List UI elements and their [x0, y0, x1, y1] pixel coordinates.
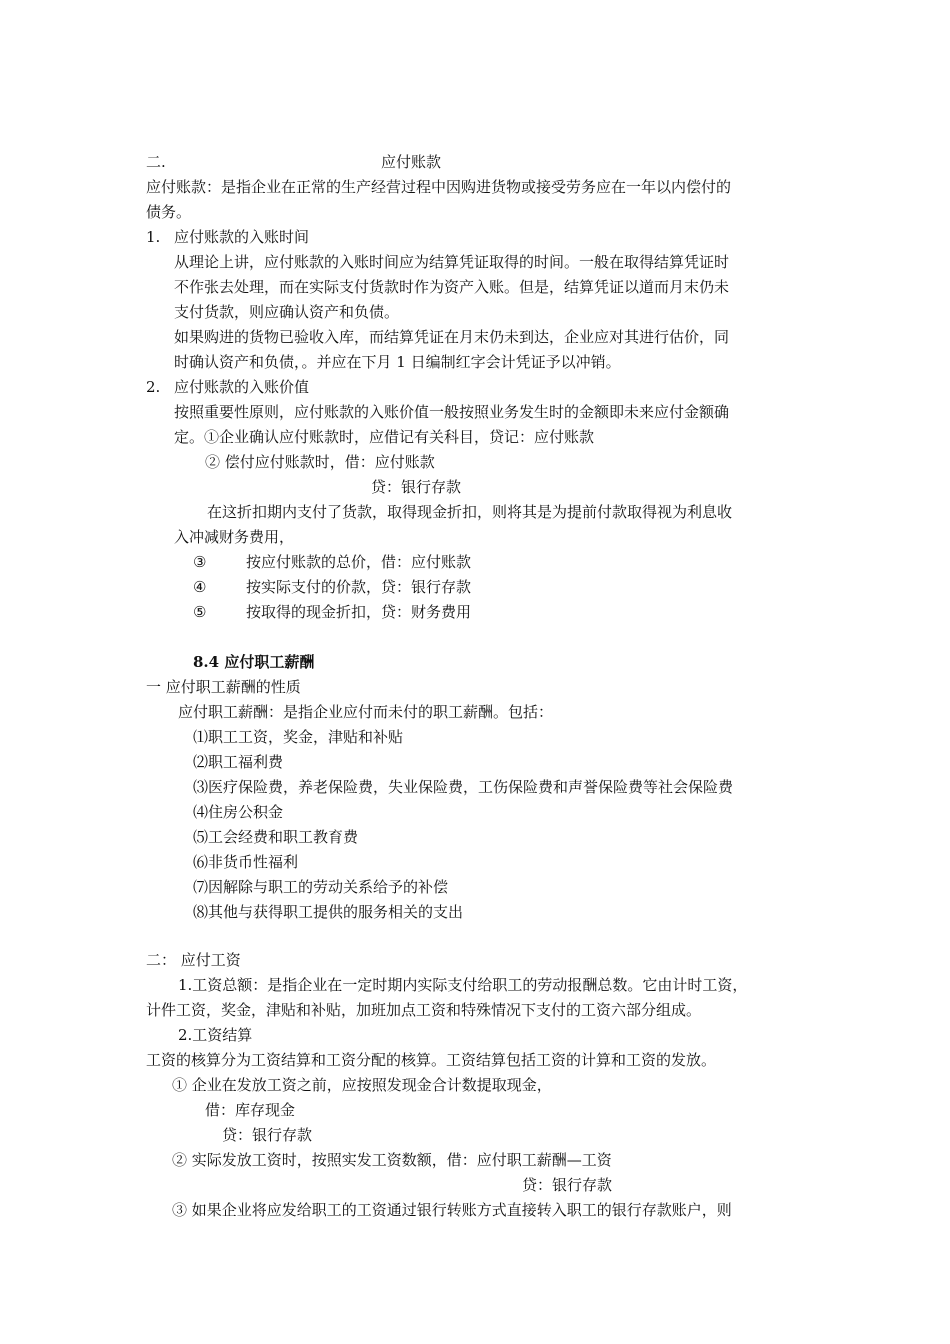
journal-entry: 贷：银行存款	[222, 1126, 313, 1144]
list-item: 按应付账款的总价，借：应付账款	[246, 553, 472, 571]
list-item: ② 实际发放工资时，按照实发工资数额，借：应付职工薪酬—工资	[172, 1151, 612, 1169]
paragraph-line: 应付账款：是指企业在正常的生产经营过程中因购进货物或接受劳务应在一年以内偿付的	[146, 178, 732, 196]
paragraph-line: 工资的核算分为工资结算和工资分配的核算。工资结算包括工资的计算和工资的发放。	[146, 1051, 717, 1069]
list-number: ⑤	[193, 603, 207, 621]
paragraph-line: 债务。	[146, 203, 192, 221]
paragraph-line: 不作张去处理，而在实际支付货款时作为资产入账。但是，结算凭证以道而月末仍未	[174, 278, 730, 296]
paragraph-line: 如果购进的货物已验收入库，而结算凭证在月末仍未到达，企业应对其进行估价，同	[174, 328, 730, 346]
subsection-title: 2.工资结算	[178, 1026, 253, 1044]
section-title: 一 应付职工薪酬的性质	[146, 678, 301, 696]
subsection-title: 应付账款的入账时间	[174, 228, 310, 246]
paragraph-line: 入冲减财务费用，	[174, 528, 295, 546]
list-item: ⑸工会经费和职工教育费	[193, 828, 359, 846]
paragraph-line: 1.工资总额：是指企业在一定时期内实际支付给职工的劳动报酬总数。它由计时工资，	[178, 976, 748, 994]
paragraph-line: 应付职工薪酬：是指企业应付而未付的职工薪酬。包括：	[178, 703, 554, 721]
list-item: ① 企业在发放工资之前，应按照发现金合计数提取现金，	[172, 1076, 552, 1094]
journal-entry: 借：库存现金	[205, 1101, 296, 1119]
paragraph-line: 在这折扣期内支付了货款，取得现金折扣，则将其是为提前付款取得视为利息收	[207, 503, 733, 521]
journal-entry: ② 偿付应付账款时，借：应付账款	[205, 453, 435, 471]
list-item: ⑺因解除与职工的劳动关系给予的补偿	[193, 878, 449, 896]
subsection-title: 应付账款的入账价值	[174, 378, 310, 396]
section-title: 二： 应付工资	[146, 951, 241, 969]
paragraph-line: 时确认资产和负债，。并应在下月 1 日编制红字会计凭证予以冲销。	[174, 353, 621, 371]
list-item: ⑵职工福利费	[193, 753, 284, 771]
list-item: 按实际支付的价款，贷：银行存款	[246, 578, 472, 596]
list-item: ⑷住房公积金	[193, 803, 284, 821]
list-item: ⑴职工工资，奖金，津贴和补贴	[193, 728, 404, 746]
list-item: ⑹非货币性福利	[193, 853, 299, 871]
list-number: ③	[193, 553, 207, 571]
paragraph-line: 支付货款，则应确认资产和负债。	[174, 303, 400, 321]
section-number: 二.	[146, 153, 166, 171]
list-number: ④	[193, 578, 207, 596]
list-item: ⑶医疗保险费，养老保险费，失业保险费，工伤保险费和声誉保险费等社会保险费	[193, 778, 734, 796]
list-item: ③ 如果企业将应发给职工的工资通过银行转账方式直接转入职工的银行存款账户，则	[172, 1201, 732, 1219]
list-item: 按取得的现金折扣，贷：财务费用	[246, 603, 472, 621]
list-item: ⑻其他与获得职工提供的服务相关的支出	[193, 903, 464, 921]
list-number: 1.	[146, 228, 161, 246]
paragraph-line: 计件工资，奖金，津贴和补贴，加班加点工资和特殊情况下支付的工资六部分组成。	[146, 1001, 702, 1019]
paragraph-line: 从理论上讲，应付账款的入账时间应为结算凭证取得的时间。一般在取得结算凭证时	[174, 253, 730, 271]
paragraph-line: 定。①企业确认应付账款时，应借记有关科目，贷记：应付账款	[174, 428, 595, 446]
journal-entry: 贷：银行存款	[371, 478, 462, 496]
paragraph-line: 按照重要性原则，应付账款的入账价值一般按照业务发生时的金额即未来应付金额确	[174, 403, 730, 421]
section-title: 应付账款	[381, 153, 442, 171]
chapter-heading: 8.4 应付职工薪酬	[193, 653, 315, 671]
list-number: 2.	[146, 378, 161, 396]
journal-entry: 贷：银行存款	[522, 1176, 613, 1194]
